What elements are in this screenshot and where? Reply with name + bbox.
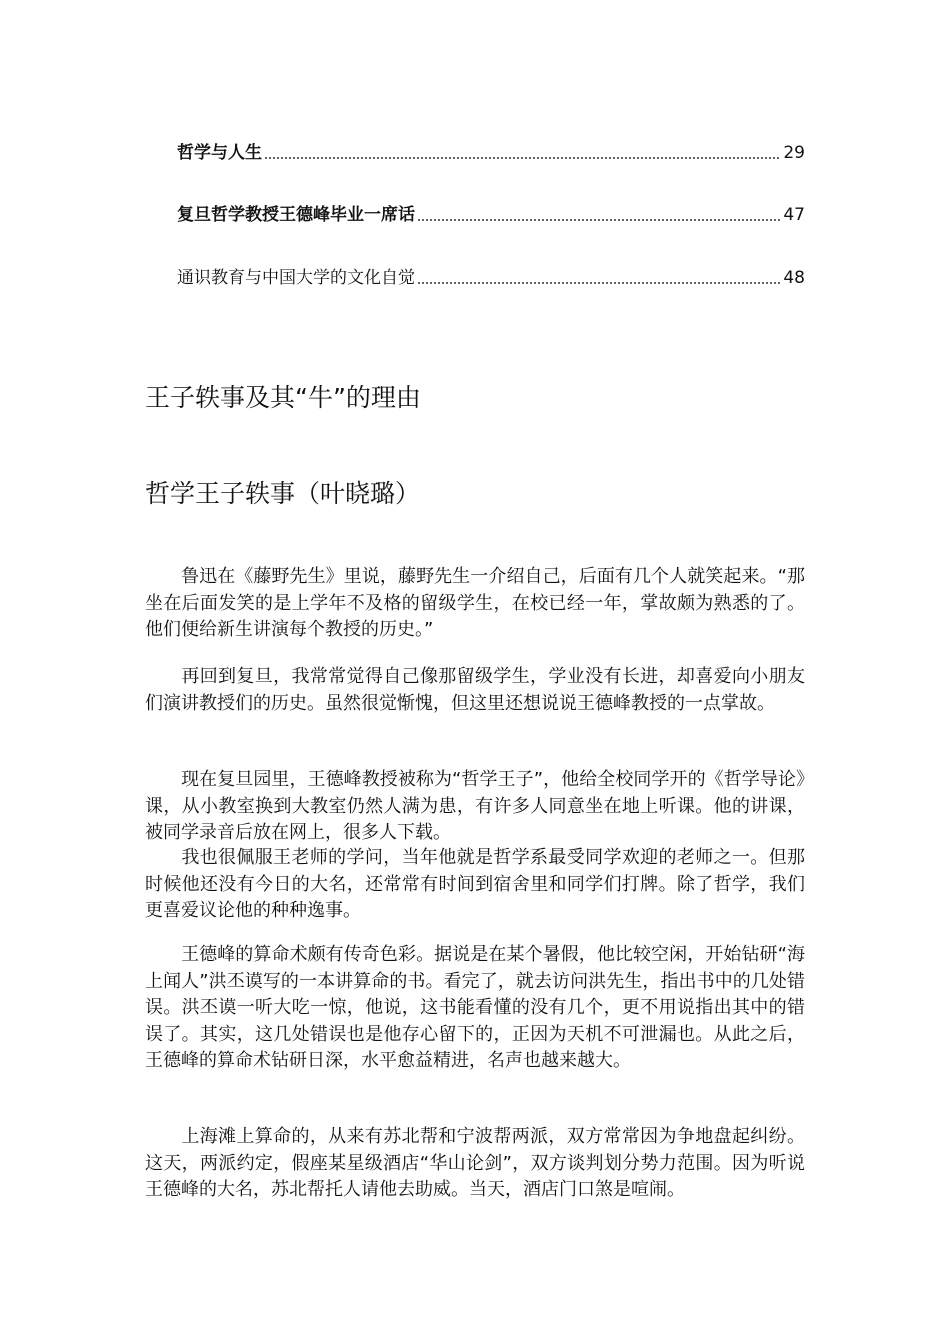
toc-entry-title: 通识教育与中国大学的文化自觉 [177, 268, 415, 288]
toc-entry-title: 哲学与人生 [177, 143, 262, 163]
body-paragraph: 鲁迅在《藤野先生》里说，藤野先生一介绍自己，后面有几个人就笑起来。“那坐在后面发笑的是上学年不及格的留级学生，在校已经一年，掌故颇为熟悉的了。他们便给新生讲演每个教授的历史。” [145, 566, 805, 640]
toc-entry-page: 29 [783, 143, 805, 163]
section-heading: 王子轶事及其“牛”的理由 [145, 383, 421, 412]
toc-leader-dots [417, 282, 780, 284]
toc-entry-page: 47 [783, 205, 805, 225]
toc-entry[interactable] [177, 200, 805, 226]
toc-leader-dots [417, 219, 780, 221]
body-paragraph: 王德峰的算命术颇有传奇色彩。据说是在某个暑假，他比较空闲，开始钻研“海上闻人”洪丕谟写的一本讲算命的书。看完了，就去访问洪先生，指出书中的几处错误。洪丕谟一听大吃一惊，他说，这书能看懂的没有几个，更不用说指出其中的错误了。其实，这几处错误也是他存心留下的，正因为天机不可泄漏也。从此之后，王德峰的算命术钻研日深，水平愈益精进，名声也越来越大。 [145, 944, 805, 1071]
body-paragraph: 上海滩上算命的，从来有苏北帮和宁波帮两派，双方常常因为争地盘起纠纷。这天，两派约定，假座某星级酒店“华山论剑”，双方谈判划分势力范围。因为听说王德峰的大名，苏北帮托人请他去助威。当天，酒店门口煞是喧闹。 [145, 1126, 805, 1200]
toc-entry[interactable] [177, 138, 805, 164]
article-heading: 哲学王子轶事（叶晓璐） [145, 479, 421, 508]
body-paragraph: 现在复旦园里，王德峰教授被称为“哲学王子”，他给全校同学开的《哲学导论》课，从小教室换到大教室仍然人满为患，有许多人同意坐在地上听课。他的讲课，被同学录音后放在网上，很多人下载。 [145, 769, 805, 843]
body-paragraph: 我也很佩服王老师的学问，当年他就是哲学系最受同学欢迎的老师之一。但那时候他还没有今日的大名，还常常有时间到宿舍里和同学们打牌。除了哲学，我们更喜爱议论他的种种逸事。 [145, 847, 805, 921]
toc-leader-dots [264, 157, 780, 159]
toc-entry[interactable] [177, 263, 805, 289]
toc-entry-page: 48 [783, 268, 805, 288]
body-paragraph: 再回到复旦，我常常觉得自己像那留级学生，学业没有长进，却喜爱向小朋友们演讲教授们的历史。虽然很觉惭愧，但这里还想说说王德峰教授的一点掌故。 [145, 666, 805, 714]
toc-entry-title: 复旦哲学教授王德峰毕业一席话 [177, 205, 415, 225]
